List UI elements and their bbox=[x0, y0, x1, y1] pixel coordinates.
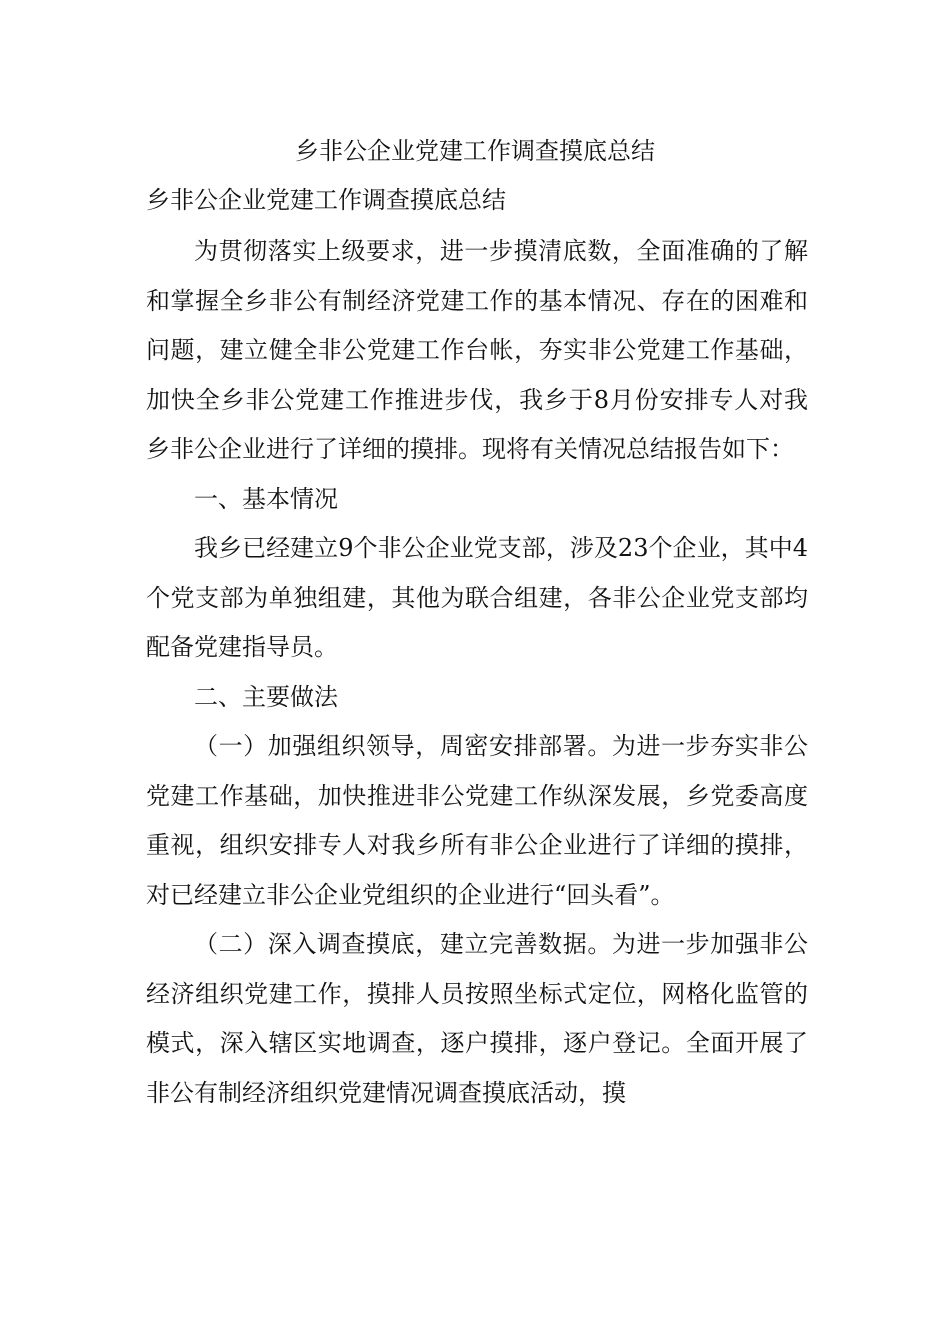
section-heading-main-practices: 二、主要做法 bbox=[194, 682, 338, 711]
section-heading-basic-situation: 一、基本情况 bbox=[194, 484, 338, 513]
practice-item-2-paragraph: （二）深入调查摸底，建立完善数据。为进一步加强非公经济组织党建工作，摸排人员按照坐标式定位，网格化监管的模式，深入辖区实地调查，逐户摸排，逐户登记。全面开展了非公有制经济组织党建情况调查摸底活动，摸 bbox=[146, 930, 808, 1107]
document-title: 乡非公企业党建工作调查摸底总结 bbox=[295, 137, 655, 165]
practice-item-1-paragraph: （一）加强组织领导，周密安排部署。为进一步夯实非公党建工作基础，加快推进非公党建工作纵深发展，乡党委高度重视，组织安排专人对我乡所有非公企业进行了详细的摸排，对已经建立非公企业党组织的企业进行“回头看”。 bbox=[146, 732, 808, 909]
intro-paragraph: 为贯彻落实上级要求，进一步摸清底数，全面准确的了解和掌握全乡非公有制经济党建工作的基本情况、存在的困难和问题，建立健全非公党建工作台帐，夯实非公党建工作基础，加快全乡非公党建工作推进步伐，我乡于8月份安排专人对我乡非公企业进行了详细的摸排。现将有关情况总结报告如下： bbox=[146, 237, 808, 463]
document-body bbox=[146, 227, 808, 1118]
document-subtitle: 乡非公企业党建工作调查摸底总结 bbox=[146, 186, 506, 214]
basic-situation-paragraph: 我乡已经建立9个非公企业党支部，涉及23个企业，其中4个党支部为单独组建，其他为联合组建，各非公企业党支部均配备党建指导员。 bbox=[146, 534, 808, 661]
